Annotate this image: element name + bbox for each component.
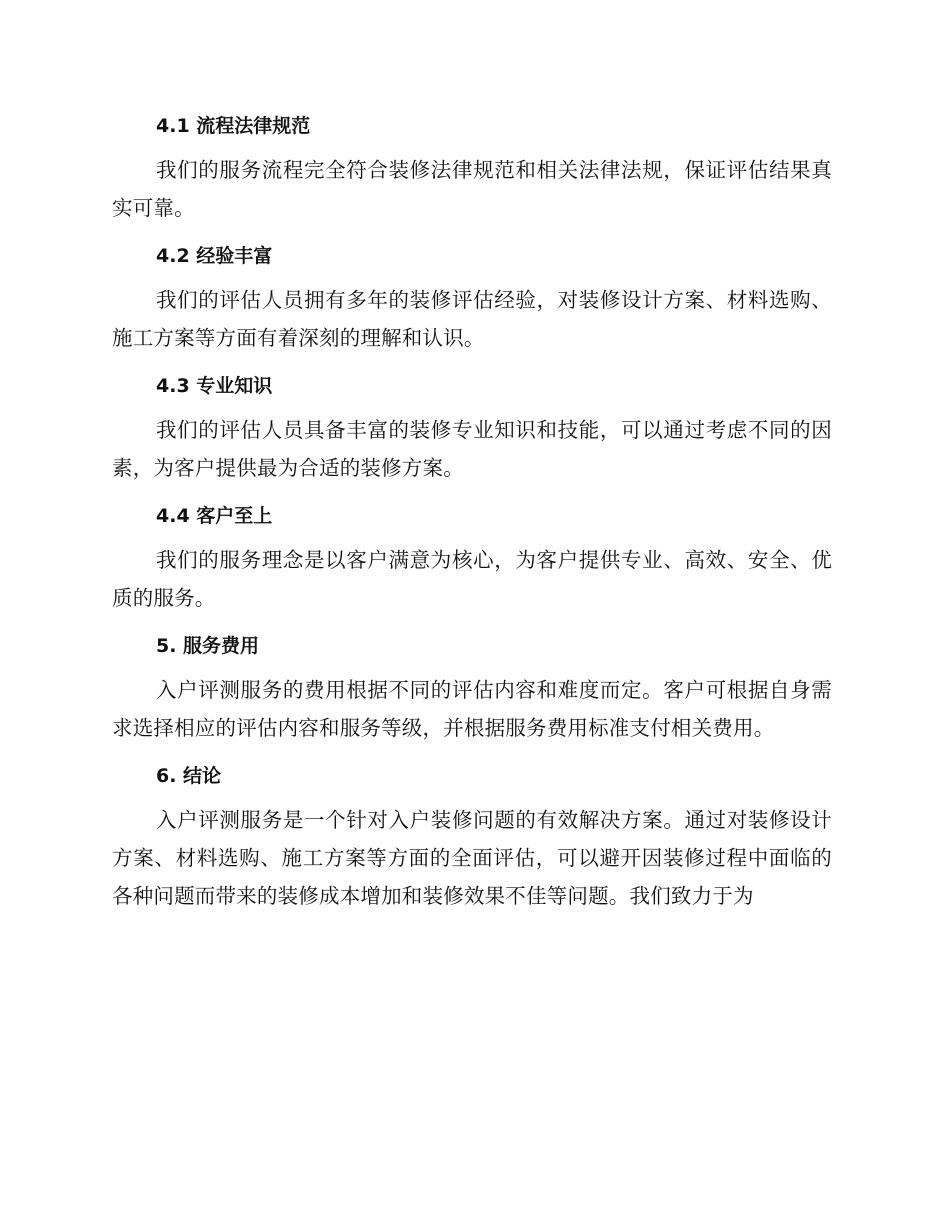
section-heading: 4.2 经验丰富 xyxy=(156,245,273,267)
section-paragraph: 入户评测服务的费用根据不同的评估内容和难度而定。客户可根据自身需求选择相应的评估内容和服务等级，并根据服务费用标准支付相关费用。 xyxy=(112,678,832,740)
section-heading: 5. 服务费用 xyxy=(156,635,260,657)
section-paragraph: 我们的评估人员拥有多年的装修评估经验，对装修设计方案、材料选购、施工方案等方面有着深刻的理解和认识。 xyxy=(112,288,832,350)
document-body xyxy=(112,107,832,925)
section-heading: 4.3 专业知识 xyxy=(156,375,273,397)
section-heading: 4.4 客户至上 xyxy=(156,505,273,527)
section-5 xyxy=(112,627,832,747)
section-paragraph: 我们的服务流程完全符合装修法律规范和相关法律法规，保证评估结果真实可靠。 xyxy=(112,158,832,220)
section-paragraph: 我们的服务理念是以客户满意为核心，为客户提供专业、高效、安全、优质的服务。 xyxy=(112,548,832,610)
section-paragraph: 我们的评估人员具备丰富的装修专业知识和技能，可以通过考虑不同的因素，为客户提供最为合适的装修方案。 xyxy=(112,418,832,480)
section-paragraph: 入户评测服务是一个针对入户装修问题的有效解决方案。通过对装修设计方案、材料选购、施工方案等方面的全面评估，可以避开因装修过程中面临的各种问题而带来的装修成本增加和装修效果不佳等问题。我们致力于为 xyxy=(112,808,832,908)
section-4-4 xyxy=(112,497,832,617)
section-6 xyxy=(112,757,832,915)
section-4-1 xyxy=(112,107,832,227)
section-heading: 4.1 流程法律规范 xyxy=(156,115,311,137)
section-heading: 6. 结论 xyxy=(156,765,222,787)
section-4-2 xyxy=(112,237,832,357)
section-4-3 xyxy=(112,367,832,487)
